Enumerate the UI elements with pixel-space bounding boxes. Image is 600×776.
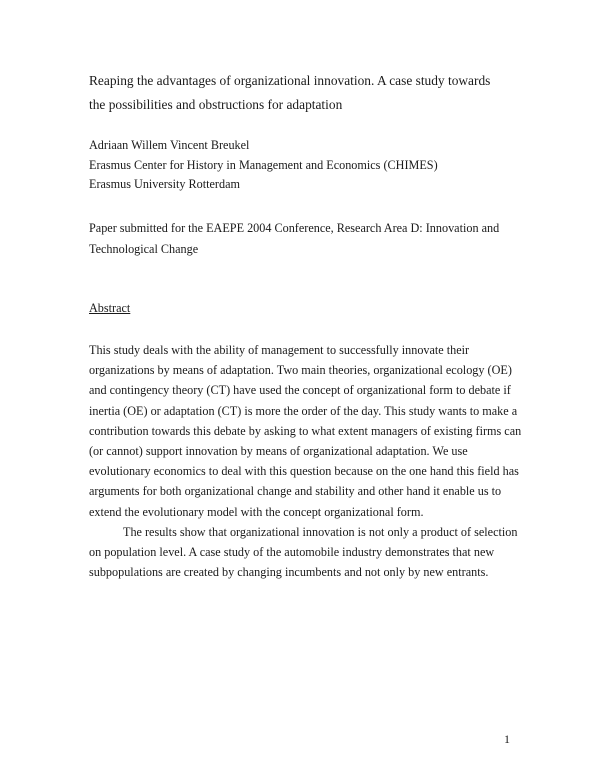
author-block	[89, 136, 529, 195]
abstract-line: on population level. A case study of the automobile industry demonstrates that new	[89, 545, 495, 560]
submission-line: Technological Change	[89, 242, 199, 256]
title-line: the possibilities and obstructions for adaptation	[89, 96, 343, 112]
submission-note	[89, 218, 529, 260]
abstract-line: (or cannot) support innovation by means of organizational adaptation. We use	[89, 444, 468, 459]
abstract-line: The results show that organizational innovation is not only a product of selection	[123, 524, 518, 539]
abstract-body	[89, 340, 529, 582]
paper-title	[89, 69, 529, 116]
author-affiliation: Erasmus Center for History in Management and Economics (CHIMES)	[89, 157, 438, 172]
abstract-line: inertia (OE) or adaptation (CT) is more the order of the day. This study wants to make a	[89, 403, 518, 418]
author-university: Erasmus University Rotterdam	[89, 177, 240, 191]
page-number: 1	[504, 732, 510, 746]
abstract-line: contribution towards this debate by asking to what extent managers of existing firms can	[89, 423, 522, 438]
abstract-line: subpopulations are created by changing incumbents and not only by new entrants.	[89, 565, 489, 580]
abstract-line: This study deals with the ability of management to successfully innovate their	[89, 343, 470, 357]
abstract-line: arguments for both organizational change and stability and other hand it enable us to	[89, 484, 502, 499]
abstract-line: and contingency theory (CT) have used the concept of organizational form to debate if	[89, 383, 511, 398]
abstract-line: evolutionary economics to deal with this question because on the one hand this field has	[89, 464, 519, 479]
author-name: Adriaan Willem Vincent Breukel	[89, 138, 250, 152]
abstract-line: extend the evolutionary model with the concept organizational form.	[89, 504, 424, 519]
title-line: Reaping the advantages of organizational innovation. A case study towards	[89, 73, 491, 88]
abstract-heading: Abstract	[89, 301, 131, 315]
abstract-line: organizations by means of adaptation. Two main theories, organizational ecology (OE)	[89, 363, 512, 378]
submission-line: Paper submitted for the EAEPE 2004 Conference, Research Area D: Innovation and	[89, 221, 500, 235]
